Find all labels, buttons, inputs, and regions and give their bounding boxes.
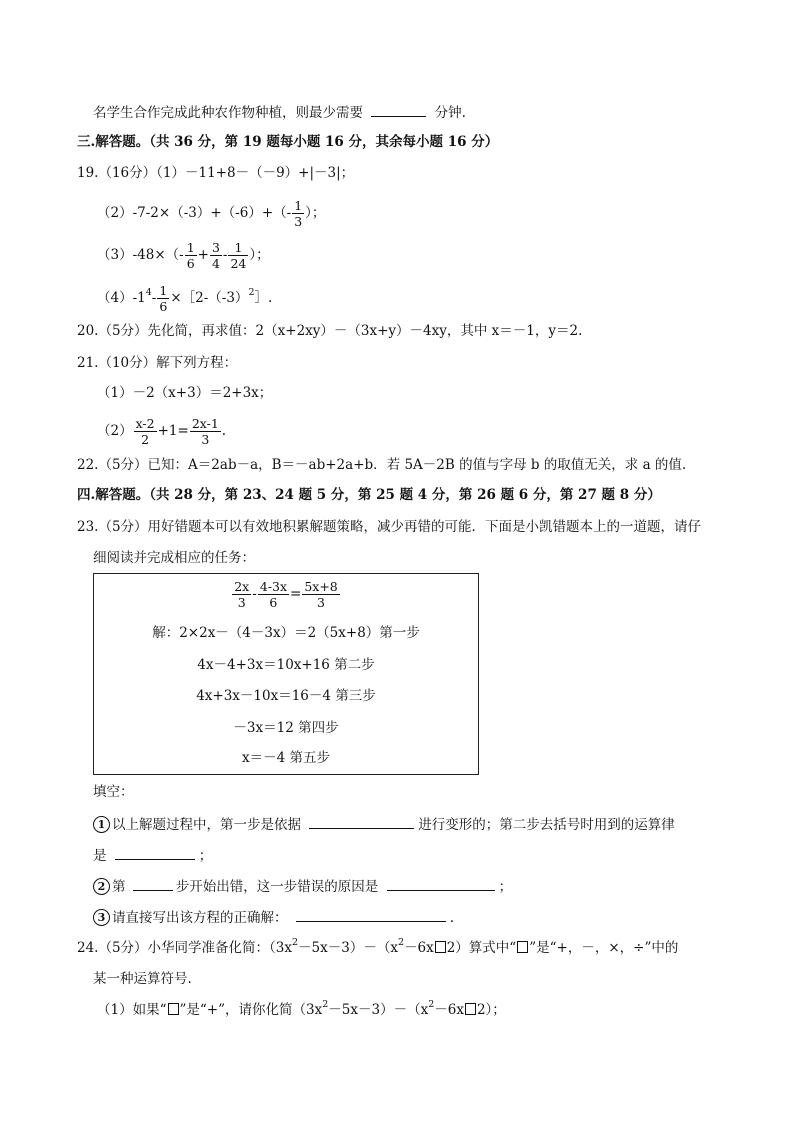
answer-blank[interactable] — [133, 876, 173, 891]
task3 — [93, 907, 454, 927]
denominator: 3 — [201, 432, 210, 447]
fraction — [232, 579, 251, 610]
q21-p2-mid: +1= — [157, 423, 189, 439]
q19-part1 — [77, 164, 354, 182]
fraction — [190, 416, 221, 447]
minus-sign: - — [222, 247, 228, 263]
q19-p3-end: ）； — [249, 247, 270, 263]
task3-text-b: . — [449, 910, 455, 926]
q19-p4-end: ］. — [254, 290, 273, 306]
fraction — [228, 240, 248, 271]
task2-text-b: 步开始出错，这一步错误的原因是 — [175, 879, 379, 895]
task1-text-b: 进行变形的；第二步去括号时用到的运算律 — [418, 817, 675, 833]
q19-p3-text: （3）-48×（- — [97, 247, 184, 263]
fraction — [258, 579, 289, 610]
q24-part1 — [97, 1001, 506, 1019]
box-step4: －3x＝12 第四步 — [233, 720, 339, 736]
task2-text-a: 第 — [112, 879, 126, 895]
square-placeholder-icon — [517, 941, 528, 953]
q22: 22.（5分）已知：A＝2ab－a，B＝－ab+2a+b．若 5A－2B 的值与字母 b 的取值无关，求 a 的值. — [77, 457, 687, 473]
q21-title: 21.（10分）解下列方程： — [77, 355, 238, 371]
fraction — [157, 283, 169, 314]
numerator: 1 — [186, 240, 195, 255]
fraction — [185, 240, 197, 271]
numerator: 1 — [228, 240, 248, 256]
denominator: 3 — [237, 595, 246, 610]
exponent: 2 — [397, 937, 405, 948]
q24-p1-text-a: （1）如果“ — [97, 1002, 167, 1018]
task3-text-a: 请直接写出该方程的正确解： — [112, 910, 288, 926]
fraction — [302, 579, 339, 610]
q23-line1: 23.（5分）用好错题本可以有效地积累解题策略，减少再错的可能．下面是小凯错题本上的一道题，请仔 — [77, 519, 702, 535]
q19-p1: （1）－11+8－（－9）+|－3|； — [156, 165, 355, 181]
box-equation — [94, 579, 478, 610]
numerator: 4-3x — [259, 579, 287, 594]
answer-blank[interactable] — [309, 814, 414, 829]
q18-continuation — [93, 102, 466, 122]
q21-p2-end: . — [221, 423, 227, 439]
exponent: 4 — [145, 287, 152, 298]
q24-line1 — [77, 939, 678, 957]
fraction — [134, 416, 157, 447]
numerator: 2x-1 — [191, 416, 219, 431]
exponent: 2 — [292, 937, 299, 948]
numerator: 1 — [159, 283, 168, 298]
task1-text-a: 以上解题过程中，第一步是依据 — [112, 817, 301, 833]
denominator: 2 — [141, 432, 150, 447]
task1-text-d: ； — [198, 848, 213, 864]
q19-p2-end: ）； — [305, 205, 326, 221]
denominator: 6 — [159, 299, 168, 314]
answer-blank[interactable] — [387, 876, 495, 891]
numerator: 1 — [294, 198, 303, 213]
answer-blank[interactable] — [115, 845, 195, 860]
task1-cont — [93, 845, 212, 865]
box-step2: 4x－4+3x＝10x+16 第二步 — [197, 657, 375, 673]
exponent: 2 — [248, 287, 255, 298]
numerator: 5x+8 — [304, 579, 338, 594]
q19-part3 — [97, 240, 270, 271]
fraction — [292, 198, 304, 229]
box-step1: 解：2×2x－（4－3x）＝2（5x+8）第一步 — [152, 625, 420, 641]
square-placeholder-icon — [435, 941, 446, 953]
q24-text-c: －6x — [404, 940, 434, 956]
q24-p1-text-b: ”是“+”，请你化简（3x — [179, 1002, 323, 1018]
numerator: 3 — [211, 240, 220, 255]
fraction — [210, 240, 222, 271]
q21-part1: （1）－2（x+3）＝2+3x； — [97, 385, 273, 401]
q24-p1-text-d: －6x — [434, 1002, 464, 1018]
minus-sign: - — [252, 586, 257, 602]
denominator: 4 — [211, 256, 220, 271]
q19-number: 19.（16分） — [77, 165, 157, 181]
answer-blank[interactable] — [371, 102, 426, 117]
q19-p2-text: （2）-7-2×（-3）+（-6）+（- — [97, 205, 292, 221]
circled-2: 2 — [93, 878, 110, 895]
error-book-box — [93, 573, 479, 775]
square-placeholder-icon — [465, 1003, 476, 1015]
section3-title: 三.解答题。（共 36 分，第 19 题每小题 16 分，其余每小题 16 分） — [77, 134, 499, 150]
exponent: 2 — [428, 999, 435, 1010]
section4-title: 四.解答题。（共 28 分，第 23、24 题 5 分，第 25 题 4 分，第 26 题 6 分，第 27 题 8 分） — [77, 487, 661, 503]
equals-sign: = — [290, 586, 302, 602]
circled-1: 1 — [93, 816, 110, 833]
denominator: 24 — [230, 256, 247, 271]
denominator: 6 — [186, 256, 195, 271]
q18-unit: 分钟. — [434, 105, 466, 121]
q24-p1-text-e: 2）； — [476, 1002, 506, 1018]
square-placeholder-icon — [168, 1003, 179, 1015]
denominator: 6 — [269, 595, 278, 610]
q19-part2 — [97, 198, 325, 229]
numerator: x-2 — [135, 416, 155, 431]
q20: 20.（5分）先化简，再求值：2（x+2xy）－（3x+y）－4xy，其中 x＝－1，y＝2. — [77, 323, 583, 339]
q24-text-d: 2）算式中“ — [446, 940, 517, 956]
q19-p4-bracket: ×［2-（-3） — [170, 290, 249, 306]
numerator: 2x — [234, 579, 250, 594]
plus-sign: + — [197, 247, 209, 263]
q24-p1-text-c: －5x－3）－（x — [328, 1002, 429, 1018]
circled-3: 3 — [93, 909, 110, 926]
minus-sign: - — [151, 290, 157, 306]
q23-line2: 细阅读并完成相应的任务： — [93, 550, 255, 566]
q19-p4-text: （4）-1 — [97, 290, 146, 306]
q24-line2: 某一种运算符号. — [93, 971, 192, 987]
q24-text-e: ”是“+，－，×，÷”中的 — [529, 940, 679, 956]
task1 — [93, 814, 675, 834]
denominator: 3 — [317, 595, 325, 610]
fill-label: 填空： — [93, 784, 134, 800]
q24-text-a: 24.（5分）小华同学准备化简：（3x — [77, 940, 293, 956]
q18-text: 名学生合作完成此种农作物种植，则最少需要 — [93, 105, 363, 121]
q21-p2-label: （2） — [97, 423, 133, 439]
task2 — [93, 876, 512, 896]
denominator: 3 — [294, 214, 303, 229]
box-step3: 4x+3x－10x＝16－4 第三步 — [196, 688, 376, 704]
box-step5: x＝－4 第五步 — [242, 750, 330, 766]
task1-text-c: 是 — [93, 848, 107, 864]
answer-blank[interactable] — [296, 907, 446, 922]
q19-part4 — [97, 283, 272, 314]
task2-text-c: ； — [498, 879, 513, 895]
exponent: 2 — [322, 999, 329, 1010]
q24-text-b: －5x－3）－（x — [298, 940, 398, 956]
q21-part2 — [97, 416, 226, 447]
